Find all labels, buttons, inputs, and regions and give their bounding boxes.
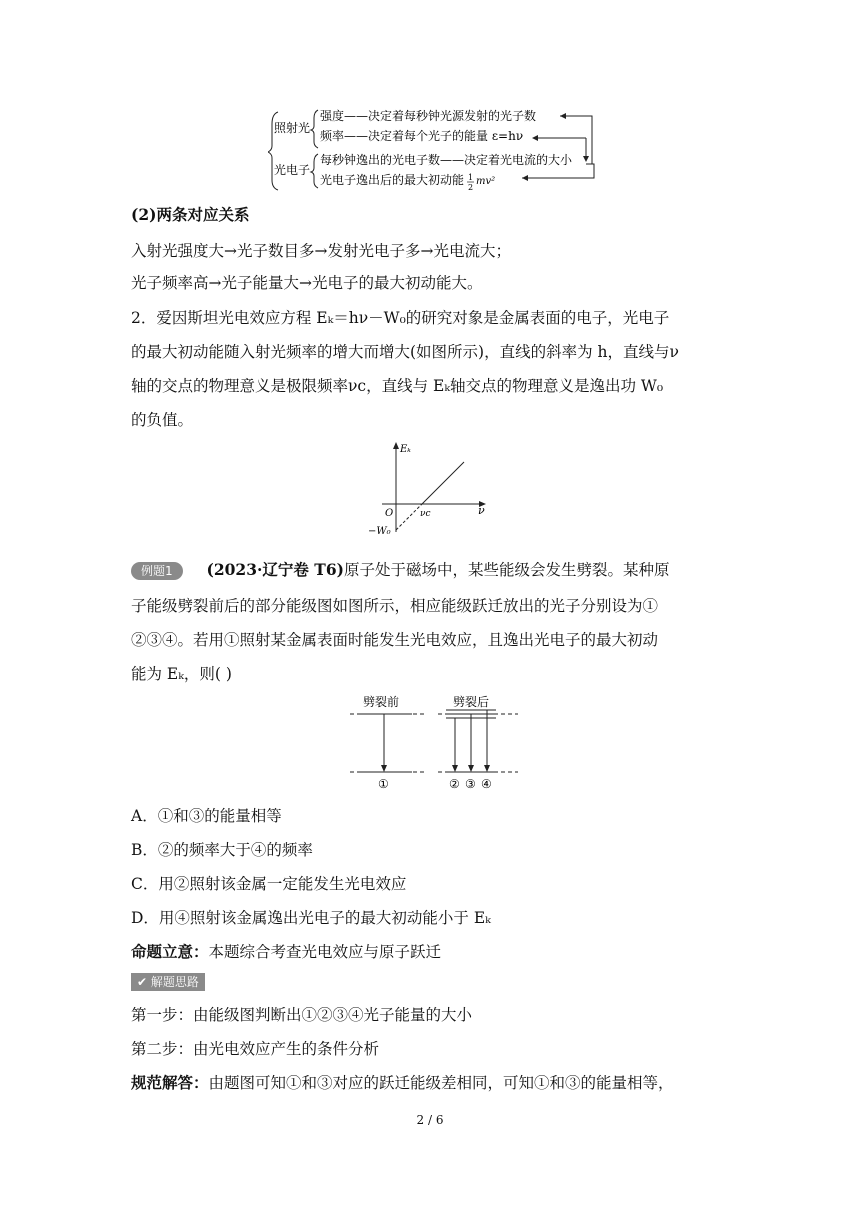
graph-intercept-x: νc [420,509,431,519]
level-label-1: ① [378,777,389,791]
energy-level-diagram [346,690,522,794]
energy-formula-den: 2 [468,183,474,192]
root-electron-label: 光电子 [274,163,311,177]
graph-x-label: ν [478,504,485,517]
electron-energy-text: 光电子逸出后的最大初动能 [320,173,465,187]
graph-intercept-y: −W₀ [368,526,391,537]
point2-line2: 的最大初动能随入射光频率的增大而增大(如图所示)，直线的斜率为 h，直线与ν [131,343,679,361]
answer-line [131,1073,741,1093]
option-c: C．用②照射该金属一定能发生光电效应 [131,875,407,893]
option-a: A．①和③的能量相等 [131,807,282,825]
root-light-label: 照射光 [274,121,311,135]
example-line1-text: 原子处于磁场中，某些能级会发生劈裂。某种原 [343,561,670,579]
light-frequency-text: 频率——决定着每个光子的能量 ε=hν [320,129,524,143]
level-after-label: 劈裂后 [453,695,490,709]
relation-1: 入射光强度大→光子数目多→发射光电子多→光电流大； [131,242,511,260]
thinking-step1: 第一步：由能级图判断出①②③④光子能量的大小 [131,1006,473,1024]
example-line1 [131,560,751,580]
concept-map-diagram [268,104,598,192]
level-label-3: ③ [465,777,476,791]
level-before-label: 劈裂前 [363,695,400,709]
answer-label: 规范解答： [131,1073,209,1092]
level-label-4: ④ [481,777,492,791]
energy-formula-num: 1 [468,173,474,182]
option-b: B．②的频率大于④的频率 [131,841,313,859]
energy-formula-tail: mv² [476,176,496,187]
example-line3: ②③④。若用①照射某金属表面时能发生光电效应，且逸出光电子的最大初动 [131,631,659,649]
page-number: 2 / 6 [416,1113,444,1127]
electron-count-text: 每秒钟逸出的光电子数——决定着光电流的大小 [320,153,573,167]
light-intensity-text: 强度——决定着每秒钟光源发射的光子数 [320,109,537,123]
point2-line3: 轴的交点的物理意义是极限频率νc，直线与 Eₖ轴交点的物理意义是逸出功 W₀ [131,377,664,395]
intent-line [131,942,741,962]
example-source: (2023·辽宁卷 T6) [206,560,344,579]
example-line2: 子能级劈裂前后的部分能级图如图所示，相应能级跃迁放出的光子分别设为① [131,597,659,615]
answer-text: 由题图可知①和③对应的跃迁能级差相同，可知①和③的能量相等， [208,1074,674,1092]
graph-y-label: Eₖ [400,444,411,455]
intent-label: 命题立意： [131,942,209,961]
option-d: D．用④照射该金属逸出光电子的最大初动能小于 Eₖ [131,909,491,927]
relation-2: 光子频率高→光子能量大→光电子的最大初动能大。 [131,274,483,292]
graph-origin: O [385,508,394,519]
point2-line4: 的负值。 [131,411,194,429]
example-badge: 例题1 [131,562,183,580]
point2-line1: 2．爱因斯坦光电效应方程 Eₖ＝hν－W₀的研究对象是金属表面的电子，光电子 [131,309,670,327]
section2-heading: (2)两条对应关系 [131,205,250,224]
photoelectric-graph [364,438,494,538]
thinking-step2: 第二步：由光电效应产生的条件分析 [131,1040,380,1058]
example-line4: 能为 Eₖ，则( ) [131,665,232,683]
level-label-2: ② [449,777,460,791]
thinking-tag: ✔ 解题思路 [131,973,205,991]
intent-text: 本题综合考查光电效应与原子跃迁 [208,943,442,961]
